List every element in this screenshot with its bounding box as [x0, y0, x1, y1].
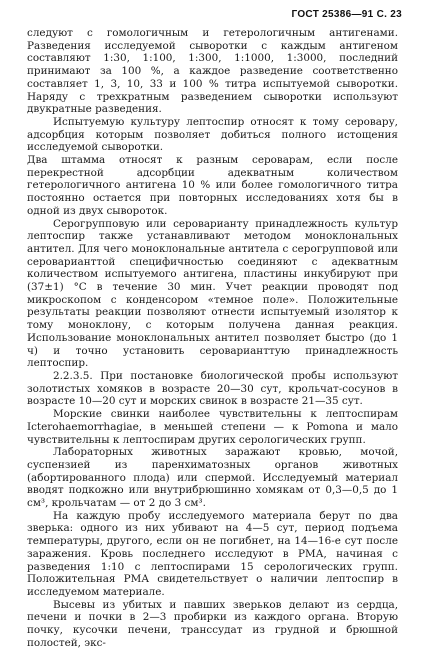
paragraph-guinea-pigs: Морские свинки наиболее чувствительны к лептоспирам Icterohaemorrhagiae, в меньшей степени — к Pomona и мало чувствительны к лептоспирам других серологических групп. — [27, 408, 398, 446]
page-header: ГОСТ 25386—91 С. 23 — [291, 9, 402, 20]
paragraph-monoclonal-antibodies: Серогрупповую или сероварианту принадлежность культур лептоспир также устанавливают методом моноклональных антител. Для чего моноклональные антитела с серогрупповой или сероварианттой специфичностью соединяют с адекватным количеством испытуемого антигена, пластины инкубируют при (37±1) °С в течение 30 мин. Учет реакции проводят под микроскопом с конденсором «темное поле». Положительные результаты реакции позволяют отнести испытуемый изолятор к тому моноклону, с которым получена данная реакция. Использование моноклональных антител позволяет быстро (до 1 ч) и точно установить сероварианттую принадлежность лептоспир. — [27, 217, 398, 370]
paragraph-cross-adsorption: Два штамма относят к разным сероварам, если после перекрестной адсорбции адекватным количеством гетерологичного антигена 10 % или более гомологичного титра постоянно остается при повторных исследованиях хотя бы в одной из двух сывороток. — [27, 154, 398, 217]
paragraph-serovar-assignment: Испытуемую культуру лептоспир относят к тому серовару, адсорбция которым позволяет добиться полного истощения исследуемой сыворотки. — [27, 115, 398, 154]
paragraph-infection-material: Лабораторных животных заражают кровью, мочой, суспензией из паренхиматозных органов животных (абортированного плода) или спермой. Исследуемый материал вводят подкожно или внутрибрюшинно хомякам от 0,3—0,5 до 1 см³, крольчатам — от 2 до 3 см³. — [27, 446, 398, 510]
paragraph-dilutions: следуют с гомологичным и гетерологичным антигенами. Разведения исследуемой сыворотки с каждым антигеном составляют 1:30, 1:100, 1:300, 1:1000, 1:3000, последний принимают за 100 %, а каждое разведение соответственно составляет 1, 3, 10, 33 и 100 % титра испытуемой сыворотки. Наряду с трехкратным разведением сыворотки используют двукратные разведения. — [27, 27, 398, 116]
paragraph-test-animals: На каждую пробу исследуемого материала берут по два зверька: одного из них убивают на 4—5 сут, период подъема температуры, другого, если он не погибнет, на 14—16-е сут после заражения. Кровь последнего исследуют в РМА, начиная с разведения 1:10 с лептоспирами 15 серологических групп. Положительная РМА свидетельствует о наличии лептоспир в исследуемом материале. — [27, 509, 398, 598]
paragraph-biological-test: 2.2.3.5. При постановке биологической пробы используют золотистых хомяков в возрасте 20—30 сут, крольчат-сосунов в возрасте 10—20 сут и морских свинок в возрасте 21—35 сут. — [27, 369, 398, 408]
body-text — [27, 27, 398, 649]
paragraph-cultures: Высевы из убитых и павших зверьков делают из сердца, печени и почки в 2—3 пробирки из каждого органа. Вторую почку, кусочки печени, транссудат из грудной и брюшной полостей, экс- — [27, 598, 398, 649]
